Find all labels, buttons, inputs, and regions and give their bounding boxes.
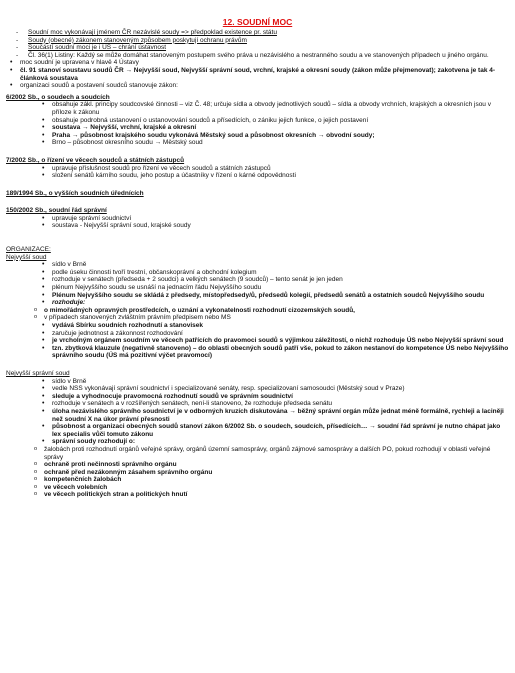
list-item: • rozhoduje v senátech a v rozšířených senátech, není-li stanoveno, že rozhoduje předseda senátu (40, 400, 509, 408)
list-item: • upravuje správní soudnictví (40, 215, 509, 223)
list-item: • působnost a organizaci obecných soudů stanoví zákon 6/2002 Sb. o soudech, soudcích, přísedících… → soudní řád správní je nutno chápat jako lex specialis vůči tomuto zákonu (40, 423, 509, 438)
list-item: o žalobách proti rozhodnutí orgánů veřejné správy, orgánů územní samosprávy, orgánů zájmové samosprávy a dalších PO, pokud rozhodují v oblasti veřejné správy (6, 446, 509, 461)
list-item: • obsahuje zákl. principy soudcovské činnosti – viz Č. 48; určuje sídla a obvody jednotlivých soudů – sídla a obvody vrchních, krajských a okresních jsou v příloze k zákonu (40, 101, 509, 116)
list-item: • upravuje příslušnost soudů pro řízení ve věcech soudců a státních zástupců (40, 165, 509, 173)
law-heading: 150/2002 Sb., soudní řád správní (6, 207, 107, 215)
intro2-list (6, 59, 509, 89)
intro-item: - Soudy (obecné) zákonem stanoveným způsobem poskytují ochranu právům (6, 37, 509, 45)
list-item: • tzn. zbytková klauzule (negativně stanoveno) – do oblasti obecných soudů patří vše, pokud to zákon nestanoví do kompetence ÚS nebo Nejvyššího správního soudu (ÚS má pozitivní výčet pravomocí) (40, 345, 509, 360)
list-item: o ochraně proti nečinnosti správního orgánu (6, 461, 509, 469)
list-item: • Praha → působnost krajského soudu vykonává Městský soud a působnost okresních → obvodní soudy; (40, 132, 509, 140)
list-item: • zaručuje jednotnost a zákonnost rozhodování (40, 330, 509, 338)
list-item: o o mimořádných opravných prostředcích, o uznání a vykonatelnosti rozhodnutí cizozemských soudů, (6, 307, 509, 315)
list-item: • úloha nezávislého správního soudnictví je v odborných kruzích diskutována → běžný správní orgán může jednat méně formálně, rychleji a laciněji než soudní X na úkor právní přesnosti (40, 408, 509, 423)
section-label: ORGANIZACE: (6, 246, 51, 254)
intro-item: - Součástí soudní moci je i ÚS – chrání ústavnost (6, 44, 509, 52)
list-item: • Brno – působnost okresního soudu → Městský soud (40, 139, 509, 147)
list-item: • organizaci soudů a postavení soudců stanovuje zákon: (6, 82, 509, 90)
page-title: 12. SOUDNÍ MOC (222, 17, 293, 27)
list-item: • soustava → Nejvyšší, vrchní, krajské a okresní (40, 124, 509, 132)
list-item: • soustava - Nejvyšší správní soud, krajské soudy (40, 222, 509, 230)
nss-list (6, 378, 509, 446)
list-item: • rozhoduje: (40, 299, 509, 307)
intro-item: - Soudní moc vykonávají jménem ČR nezávislé soudy => předpoklad existence pr. státu (6, 29, 509, 37)
list-item: • vedle NSS vykonávají správní soudnictví i specializované senáty, resp. specializovaní samosoudci (Městský soud v Praze) (40, 385, 509, 393)
list-item: • obsahuje podrobná ustanovení o ustanovování soudců a přísedících, o zániku jejich funkce, o jejich postavení (40, 117, 509, 125)
law-heading: 6/2002 Sb., o soudech a soudcích (6, 93, 110, 101)
document-page (0, 17, 515, 673)
law2-list (6, 165, 509, 180)
list-item: • je vrcholným orgánem soudním ve věcech patřících do pravomoci soudů s výjimkou záležitostí, o nichž rozhoduje ÚS nebo Nejvyšší správní soud (40, 337, 509, 345)
list-item: • vydává Sbírku soudních rozhodnutí a stanovisek (40, 322, 509, 330)
list-item: • správní soudy rozhodují o: (40, 438, 509, 446)
list-item: • plénum Nejvyššího soudu se usnáší na jednacím řádu Nejvyššího soudu (40, 284, 509, 292)
law1-list (6, 101, 509, 147)
ns-list (6, 261, 509, 307)
intro-item: - Čl. 36(1) Listiny: Každý se může domáhat stanoveným postupem svého práva u nezávislého a nestranného soudu a ve stanovených případech u jiného orgánu. (6, 52, 509, 60)
list-item: o ve věcech volebních (6, 484, 509, 492)
list-item: o ve věcech politických stran a politických hnutí (6, 491, 509, 499)
list-item: • sleduje a vyhodnocuje pravomocná rozhodnutí soudů ve správním soudnictví (40, 393, 509, 401)
ns-list-2 (6, 322, 509, 360)
list-item: • moc soudní je upravena v hlavě 4 Ústavy (6, 59, 509, 67)
list-item: o ochraně před nezákonným zásahem správního orgánu (6, 469, 509, 477)
ns-rozhoduje-list (6, 307, 509, 322)
list-item: • čl. 91 stanoví soustavu soudů ČR → Nejvyšší soud, Nejvyšší správní soud, vrchní, krajské a okresní soudy (zákon může přejmenovat); zakotvena je tak 4-článková soustava (6, 67, 509, 82)
list-item: • Plénum Nejvyššího soudu se skládá z předsedy, místopředsedy/ů, předsedů kolegií, předsedů senátů a ostatních soudců Nejvyššího soudu (40, 292, 509, 300)
list-item: • sídlo v Brně (40, 378, 509, 386)
law-heading: 189/1994 Sb., o vyšších soudních úřednících (6, 189, 144, 197)
list-item: • podle úseku činnosti tvoří trestní, občanskoprávní a obchodní kolegium (40, 269, 509, 277)
intro-list (6, 29, 509, 59)
nss-rozhoduji-list (6, 446, 509, 499)
law-heading: 7/2002 Sb., o řízení ve věcech soudců a státních zástupců (6, 156, 185, 164)
section-heading: Nejvyšší správní soud (6, 369, 70, 377)
list-item: o kompetenčních žalobách (6, 476, 509, 484)
list-item: • rozhoduje v senátech (předseda + 2 soudci) a velkých senátech (9 soudců) – tento senát je jen jeden (40, 276, 509, 284)
list-item: o v případech stanovených zvláštním právním předpisem nebo MS (6, 314, 509, 322)
section-heading: Nejvyšší soud (6, 253, 47, 261)
list-item: • sídlo v Brně (40, 261, 509, 269)
list-item: • složení senátů kárního soudu, jeho postup a účastníky v řízení o kárné odpovědnosti (40, 172, 509, 180)
law4-list (6, 215, 509, 230)
